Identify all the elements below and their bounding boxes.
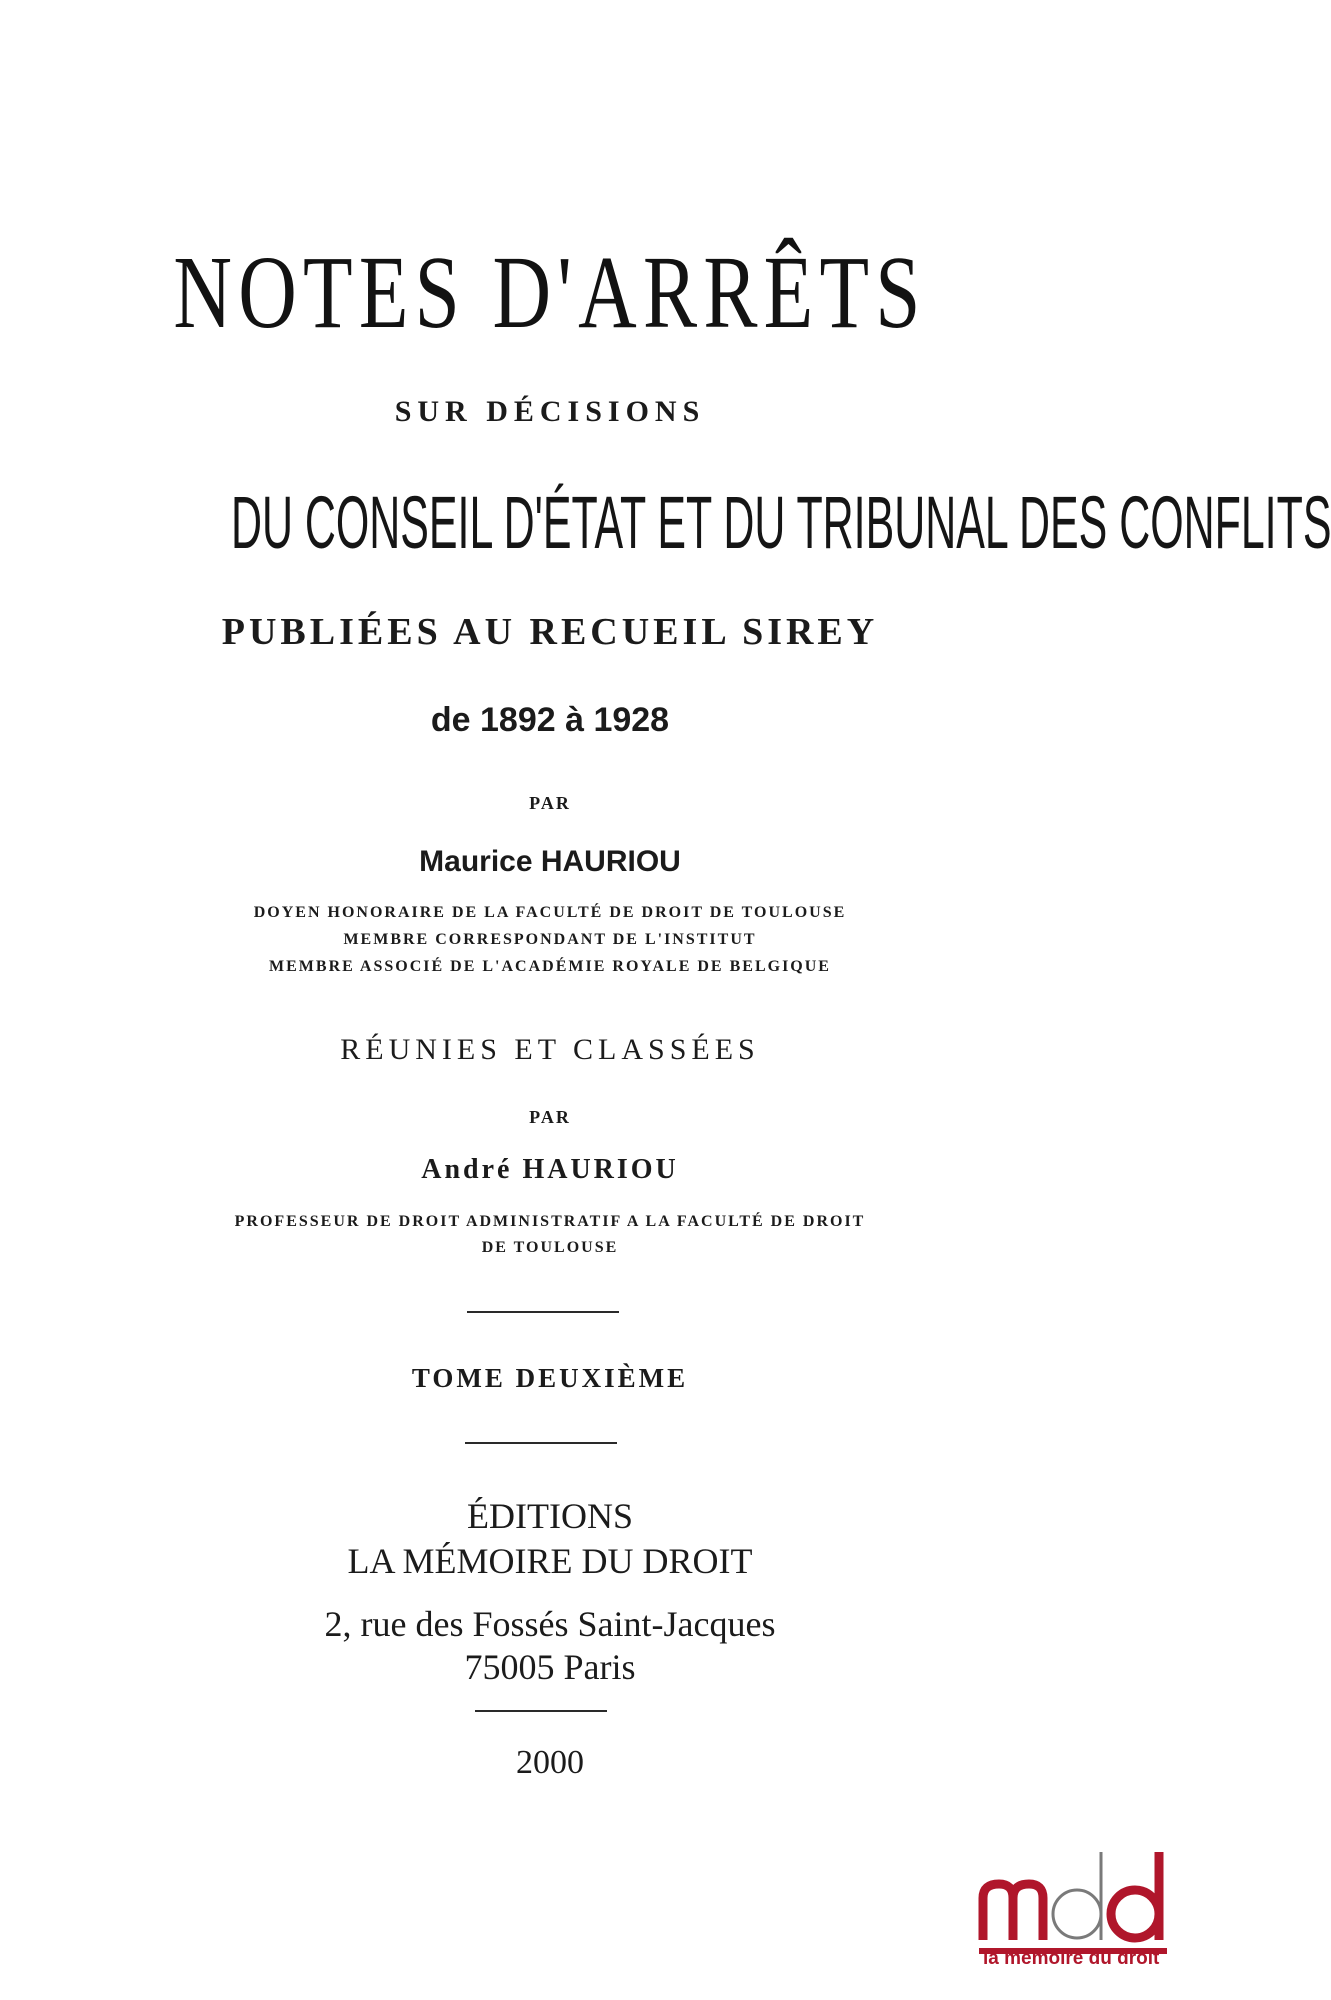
divider-rule-3 [475,1710,607,1712]
logo-tagline: la mémoire du droit [983,1948,1160,1969]
divider-rule-2 [465,1442,617,1444]
publisher-address-street: 2, rue des Fossés Saint-Jacques [324,1604,776,1644]
author-andre-hauriou: André HAURIOU [421,1154,679,1185]
divider-rule-1 [467,1311,619,1313]
author-1-credential-3: MEMBRE ASSOCIÉ DE L'ACADÉMIE ROYALE DE BELGIQUE [269,958,831,975]
author-2-credential-2: DE TOULOUSE [481,1239,619,1256]
reunies-et-classees: RÉUNIES ET CLASSÉES [340,1033,760,1066]
publisher-address-city: 75005 Paris [464,1647,636,1687]
publication-year: 2000 [516,1744,584,1781]
par-label-1: PAR [529,793,571,813]
subtitle-conseil-etat: DU CONSEIL D'ÉTAT ET DU TRIBUNAL DES CONFLITS [231,481,1331,564]
subtitle-recueil-sirey: PUBLIÉES AU RECUEIL SIREY [221,611,879,653]
subtitle-sur-decisions: SUR DÉCISIONS [394,395,706,428]
author-1-credential-2: MEMBRE CORRESPONDANT DE L'INSTITUT [343,931,757,948]
author-1-credential-1: DOYEN HONORAIRE DE LA FACULTÉ DE DROIT DE TOULOUSE [253,904,847,921]
date-range: de 1892 à 1928 [430,701,670,739]
author-maurice-hauriou: Maurice HAURIOU [419,845,681,878]
book-title: NOTES D'ARRÊTS [173,235,927,350]
publisher-name: LA MÉMOIRE DU DROIT [347,1541,753,1581]
volume-label: TOME DEUXIÈME [411,1363,689,1393]
author-2-credential-1: PROFESSEUR DE DROIT ADMINISTRATIF A LA FACULTÉ DE DROIT [234,1213,866,1230]
publisher-editions: ÉDITIONS [467,1496,633,1536]
par-label-2: PAR [529,1107,571,1127]
